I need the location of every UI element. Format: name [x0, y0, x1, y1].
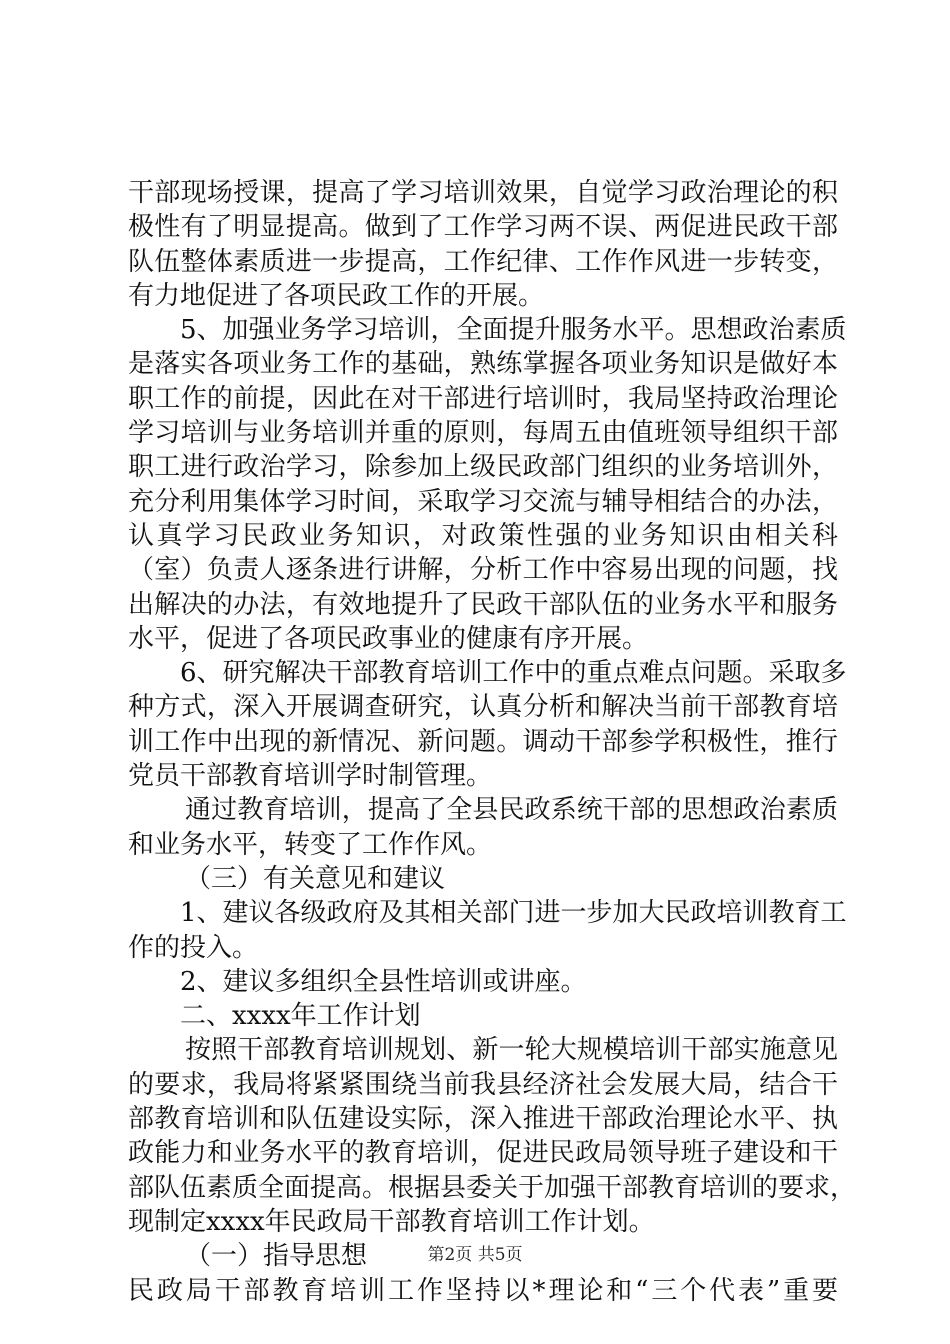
text-line: 干部现场授课，提高了学习培训效果，自觉学习政治理论的积	[128, 178, 838, 208]
text-line: 有力地促进了各项民政工作的开展。	[128, 280, 545, 311]
text-line: 职工进行政治学习，除参加上级民政部门组织的业务培训外，	[128, 452, 838, 483]
body-text	[128, 176, 857, 1308]
section-heading: （三）有关意见和建议	[185, 863, 446, 894]
text-line: 2、建议多组织全县性培训或讲座。	[180, 966, 587, 997]
text-line: 现制定xxxx年民政局干部教育培训工作计划。	[128, 1206, 655, 1237]
text-line: 6、研究解决干部教育培训工作中的重点难点问题。采取多	[180, 658, 847, 689]
text-line: 是落实各项业务工作的基础，熟练掌握各项业务知识是做好本	[128, 349, 838, 380]
text-line: 5、加强业务学习培训，全面提升服务水平。思想政治素质	[180, 315, 847, 346]
text-line: 队伍整体素质进一步提高，工作纪律、工作作风进一步转变，	[128, 246, 838, 277]
page-number-footer: 第2页 共5页	[427, 1245, 523, 1265]
section-heading: （一）指导思想	[185, 1241, 368, 1272]
text-line: 学习培训与业务培训并重的原则，每周五由值班领导组织干部	[128, 418, 838, 449]
text-line: 充分利用集体学习时间，采取学习交流与辅导相结合的办法，	[128, 486, 838, 517]
text-line: 部教育培训和队伍建设实际，深入推进干部政治理论水平、执	[128, 1104, 838, 1135]
text-line: （室）负责人逐条进行讲解，分析工作中容易出现的问题，找	[128, 555, 838, 586]
text-line: 通过教育培训，提高了全县民政系统干部的思想政治素质	[185, 795, 838, 826]
text-line: 认真学习民政业务知识，对政策性强的业务知识由相关科	[128, 520, 838, 551]
text-line: 职工作的前提，因此在对干部进行培训时，我局坚持政治理论	[128, 383, 838, 414]
text-line: 训工作中出现的新情况、新问题。调动干部参学积极性，推行	[128, 726, 838, 757]
text-line: 民政局干部教育培训工作坚持以*理论和“三个代表”重要	[128, 1275, 838, 1306]
text-line: 出解决的办法，有效地提升了民政干部队伍的业务水平和服务	[128, 589, 838, 620]
text-line: 按照干部教育培训规划、新一轮大规模培训干部实施意见	[185, 1035, 838, 1066]
text-line: 的要求，我局将紧紧围绕当前我县经济社会发展大局，结合干	[128, 1069, 838, 1100]
text-line: 极性有了明显提高。做到了工作学习两不误、两促进民政干部	[128, 212, 838, 243]
text-line: 党员干部教育培训学时制管理。	[128, 761, 493, 792]
text-line: 政能力和业务水平的教育培训，促进民政局领导班子建设和干	[128, 1138, 838, 1169]
text-line: 水平，促进了各项民政事业的健康有序开展。	[128, 623, 649, 654]
text-line: 部队伍素质全面提高。根据县委关于加强干部教育培训的要求，	[128, 1172, 857, 1203]
text-line: 和业务水平，转变了工作作风。	[128, 829, 493, 860]
text-line: 1、建议各级政府及其相关部门进一步加大民政培训教育工	[180, 898, 847, 929]
text-line: 作的投入。	[128, 932, 259, 963]
text-line: 种方式，深入开展调查研究，认真分析和解决当前干部教育培	[128, 692, 838, 723]
section-heading: 二、xxxx年工作计划	[180, 1001, 421, 1032]
